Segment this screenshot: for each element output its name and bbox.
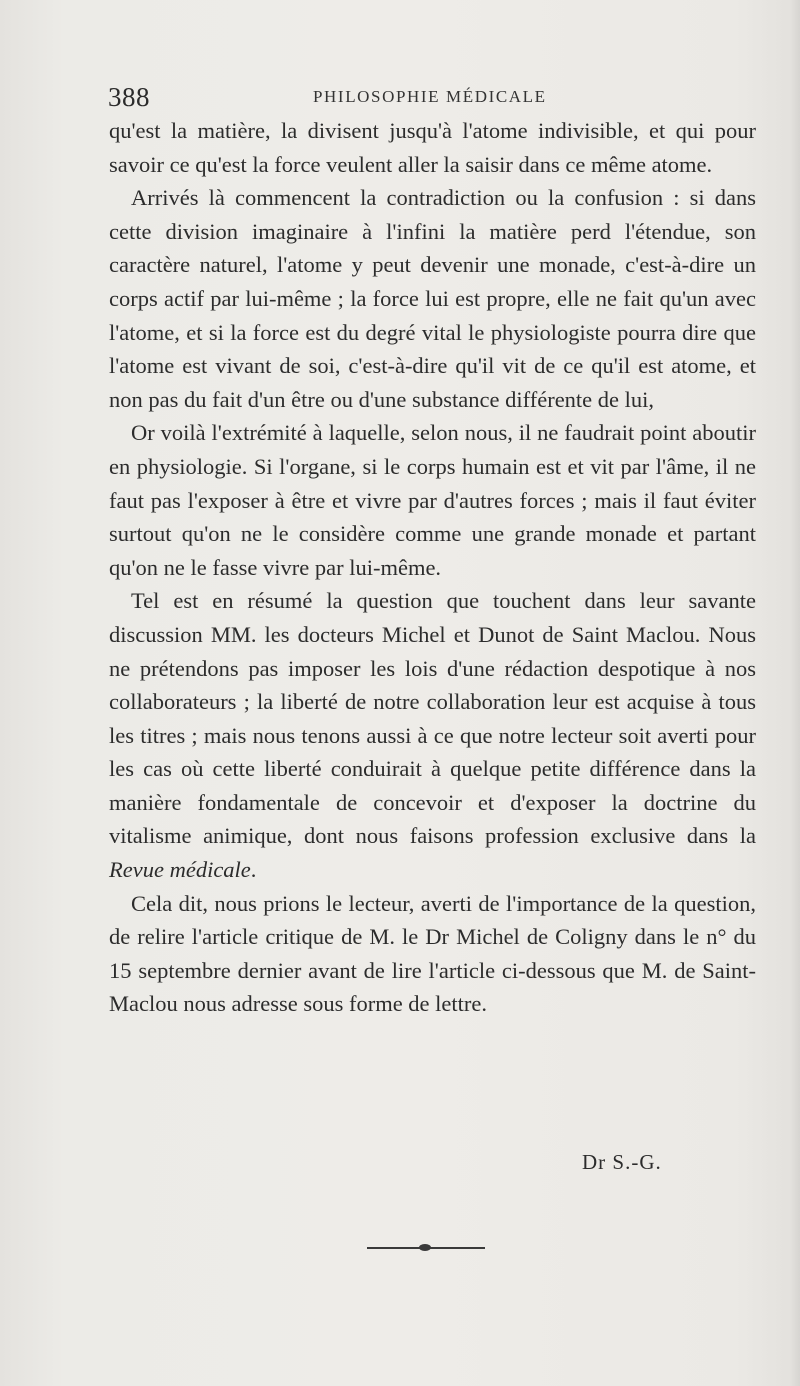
journal-title: Revue médicale: [109, 857, 251, 883]
text-body: [109, 114, 756, 1021]
paragraph-4: [109, 584, 756, 886]
signature: Dr S.-G.: [582, 1150, 662, 1174]
paragraph-4-text: Tel est en résumé la question que touchent dans leur savante discussion MM. les docteurs Michel et Dunot de Saint Maclou. Nous ne prétendons pas imposer les lois d'une rédaction despotique à nos collaborateurs ; la liberté de notre collaboration leur est acquise à tous les titres ; mais nous tenons aussi à ce que notre lecteur soit averti pour les cas où cette liberté conduirait à quelque petite différence dans la manière fondamentale de concevoir et d'exposer la doctrine du vitalisme animique, dont nous faisons profession exclusive dans la: [109, 588, 756, 849]
paragraph-4-end: .: [250, 857, 257, 883]
page-header: [108, 82, 754, 112]
paragraph-1: qu'est la matière, la divisent jusqu'à l'atome indivisible, et qui pour savoir ce qu'est la force veulent aller la saisir dans ce même atome.: [109, 118, 756, 177]
paragraph-2: Arrivés là commencent la contradiction ou la confusion : si dans cette division imaginaire à l'infini la matière perd l'étendue, son caractère naturel, l'atome y peut devenir une monade, c'est-à-dire un corps actif par lui-même ; la force lui est propre, elle ne fait qu'un avec l'atome, et si la force est du degré vital le physiologiste pourra dire que l'atome est vivant de soi, c'est-à-dire qu'il vit de ce qu'il est atome, et non pas du fait d'un être ou d'une substance différente de lui,: [109, 185, 756, 412]
page-number: 388: [108, 82, 150, 112]
page-edge-shadow: [790, 0, 800, 1386]
running-head: PHILOSOPHIE MÉDICALE: [313, 87, 547, 106]
paragraph-5: Cela dit, nous prions le lecteur, averti de l'importance de la question, de relire l'article critique de M. le Dr Michel de Coligny dans le n° du 15 septembre dernier avant de lire l'article ci-dessous que M. de Saint-Maclou nous adresse sous forme de lettre.: [109, 890, 756, 1017]
closing-rule: [367, 1247, 485, 1249]
paragraph-3: Or voilà l'extrémité à laquelle, selon nous, il ne faudrait point aboutir en physiologie. Si l'organe, si le corps humain est et vit par l'âme, il ne faut pas l'exposer à être et vivre par d'autres forces ; mais il faut éviter surtout qu'on ne le considère comme une grande monade et partant qu'on ne le fasse vivre par lui-même.: [109, 420, 756, 580]
